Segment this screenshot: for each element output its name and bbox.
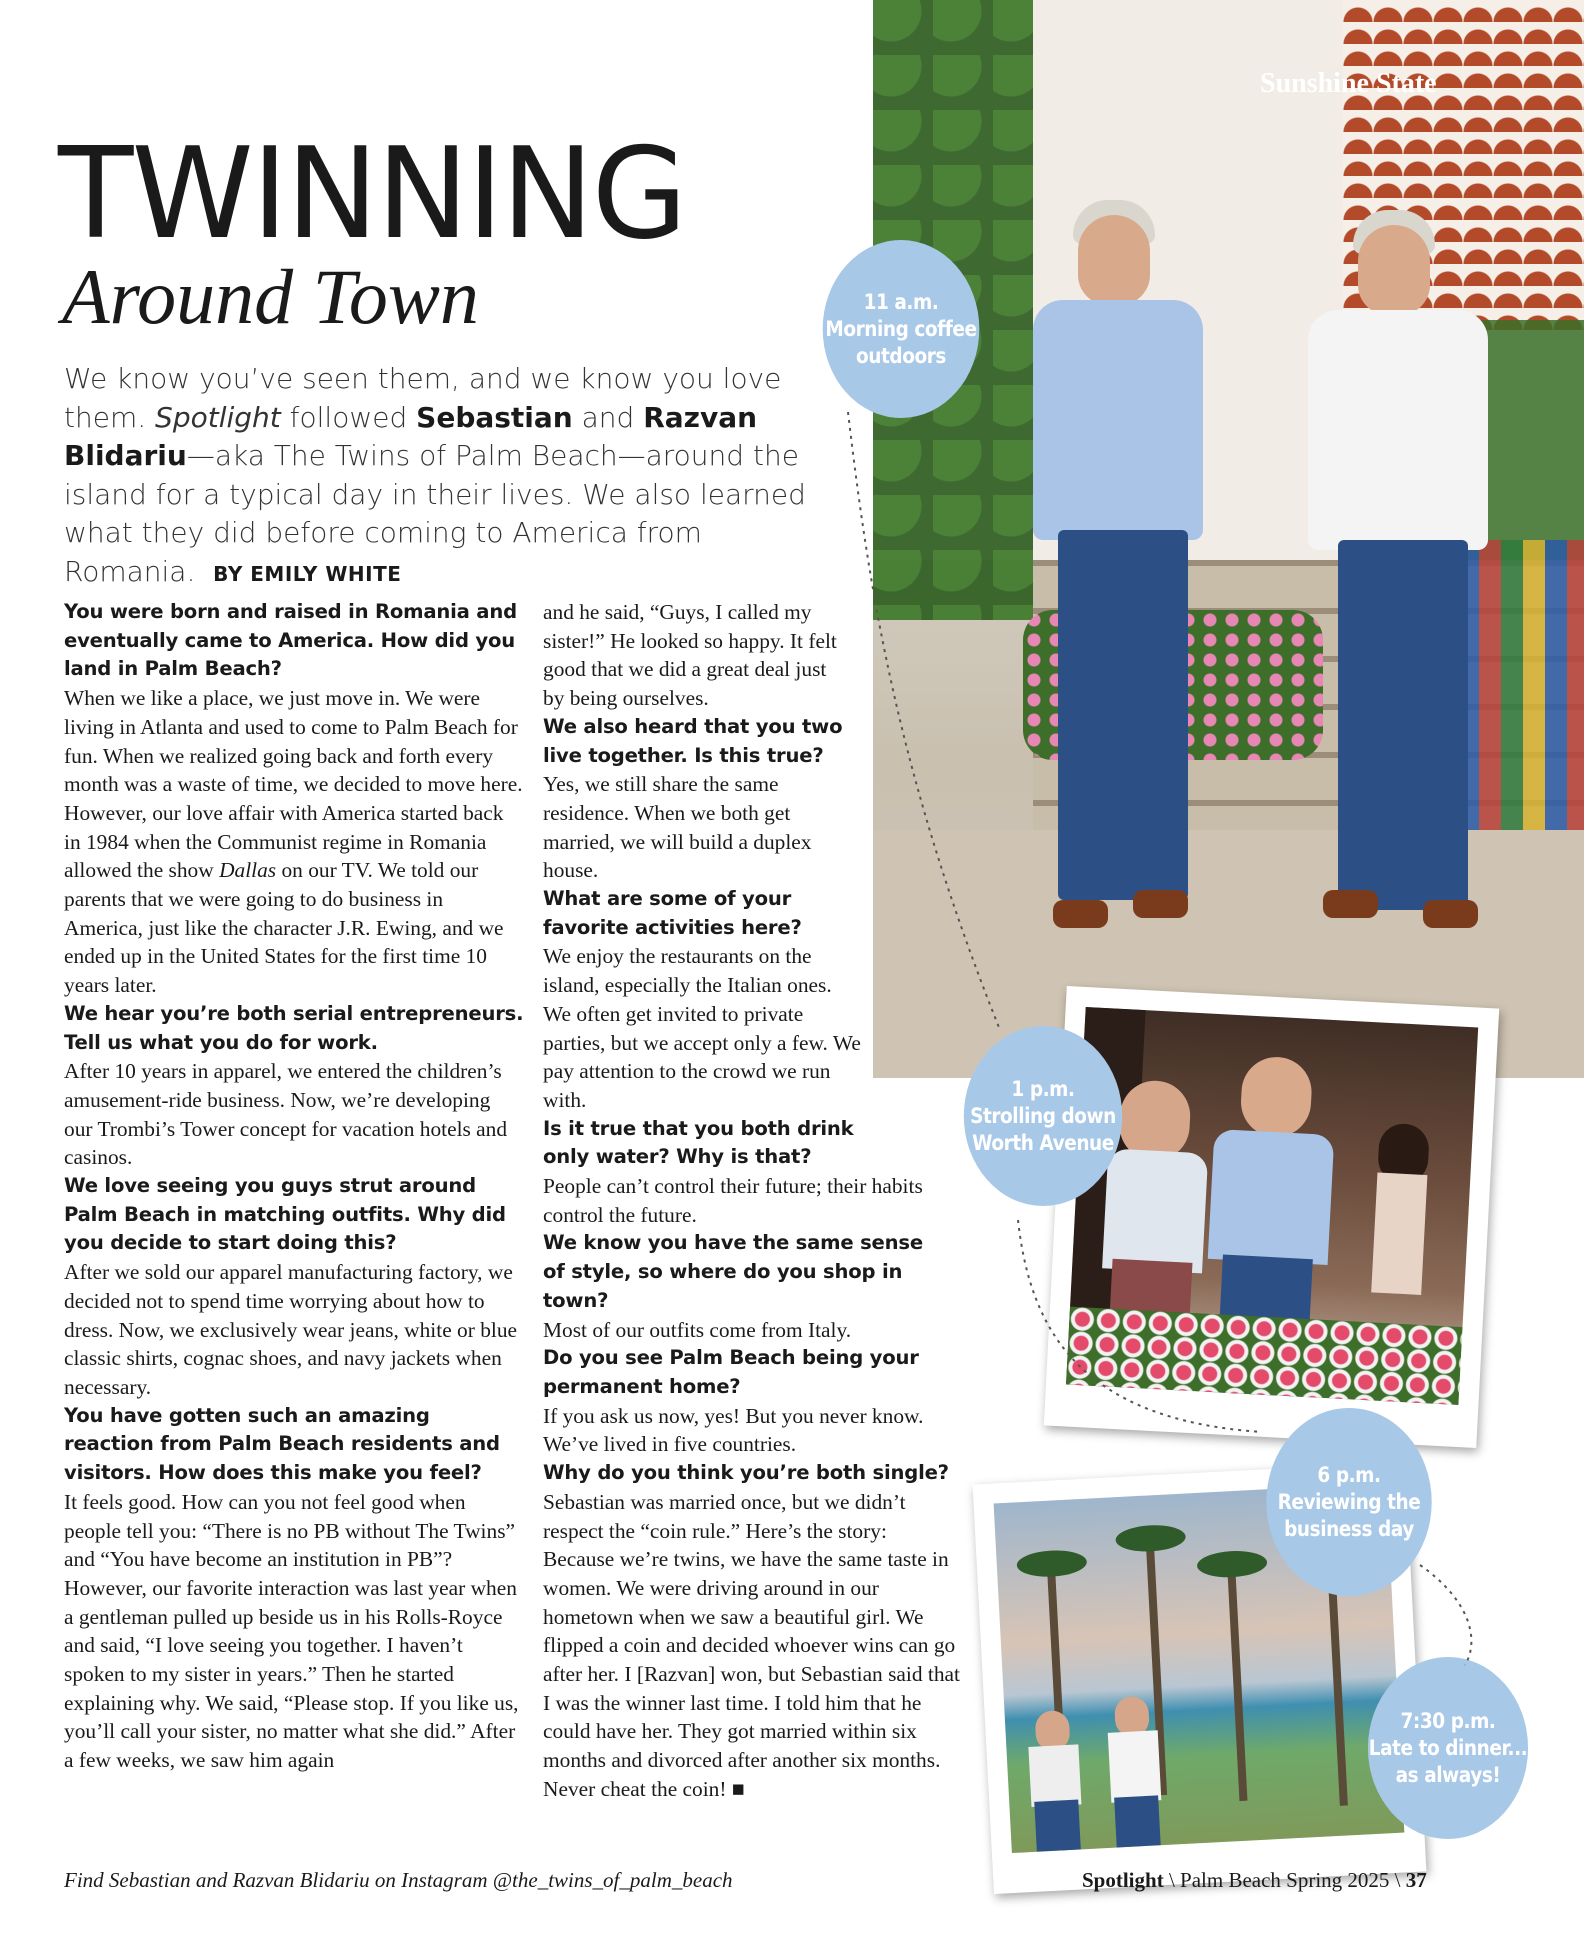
question: Why do you think you’re both single? — [543, 1461, 949, 1485]
question: What are some of your favorite activities here? — [543, 887, 802, 939]
dek-text: We know you’ve seen them, and we know you love them. — [64, 362, 782, 434]
question: You have gotten such an amazing reaction from Palm Beach residents and visitors. How does this make you feel? — [64, 1403, 500, 1485]
answer: After 10 years in apparel, we entered the children’s amusement-ride business. Now, we’re developing our Trombi’s Tower concept for vacation hotels and casinos. — [64, 1059, 508, 1170]
subheadline: Around Town — [62, 253, 479, 340]
dek-name: Razvan Blidariu — [64, 400, 758, 472]
question: We love seeing you guys strut around Palm Beach in matching outfits. Why did you decide to start doing this? — [64, 1174, 506, 1255]
byline: BY EMILY WHITE — [213, 561, 402, 586]
folio — [1082, 1868, 1427, 1893]
question: We know you have the same sense of style, so where do you shop in town? — [543, 1231, 923, 1312]
answer: People can’t control their future; their habits control the future. — [543, 1174, 923, 1227]
question: We hear you’re both serial entrepreneurs. Tell us what you do for work. — [64, 1001, 524, 1054]
answer: We enjoy the restaurants on the island, especially the Italian ones. We often get invited to private parties, but we accept only a few. We pay attention to the crowd we run with. — [543, 944, 861, 1112]
question: You were born and raised in Romania and eventually came to America. How did you land in Palm Beach? — [64, 600, 517, 681]
question: We also heard that you two live together. Is this true? — [543, 714, 843, 767]
answer: When we like a place, we just move in. We were living in Atlanta and used to come to Palm Beach for fun. When we realized going back and forth every month was a waste of time, we decided to move here. However, our love affair with America started back in 1984 when the Communist regime in Romania allowed the show Dallas on our TV. We told our parents that we were going to do business in America, just like the character J.R. Ewing, and we ended up in the United States for the first time 10 years later. — [64, 686, 523, 998]
answer: Sebastian was married once, but we didn’t respect the “coin rule.” Here’s the story: Because we’re twins, we have the same taste in women. We were driving around in our hometown when we saw a beautiful girl. We flipped a coin and decided whoever wins can go after her. I [Razvan] won, but Sebastian said that I was the winner last time. I told him that he could have her. They got married within six months and divorced after another six months. Never cheat the coin! ■ — [543, 1489, 960, 1801]
question: Do you see Palm Beach being your permanent home? — [543, 1346, 919, 1398]
answer: and he said, “Guys, I called my sister!” He looked so happy. It felt good that we did a great deal just by being ourselves. — [543, 600, 837, 711]
timeline-bubble: 1 p.m. Strolling down Worth Avenue — [964, 1026, 1122, 1206]
answer: Yes, we still share the same residence. When we both get married, we will build a duplex house. — [543, 772, 812, 883]
dek-name: Sebastian — [416, 400, 573, 434]
timeline-bubble: 7:30 p.m. Late to dinner... as always! — [1368, 1657, 1528, 1839]
dek-pub: Spotlight — [155, 400, 281, 434]
dek-text: followed — [280, 400, 417, 434]
page-number: 37 — [1405, 1868, 1427, 1892]
answer: If you ask us now, yes! But you never know. We’ve lived in five countries. — [543, 1403, 924, 1457]
answer: After we sold our apparel manufacturing factory, we decided not to spend time worrying about how to dress. Now, we exclusively wear jeans, white or blue classic shirts, cognac shoes, and navy jackets when necessary. — [64, 1260, 518, 1399]
answer: Most of our outfits come from Italy. — [543, 1317, 852, 1342]
dek-text: and — [572, 400, 644, 434]
timeline-bubble: 6 p.m. Reviewing the business day — [1266, 1408, 1431, 1596]
headline: TWINNING — [58, 120, 686, 267]
folio-issue: \ Palm Beach Spring 2025 \ — [1163, 1868, 1406, 1892]
dek-text: —aka The Twins of Palm Beach—around the island for a typical day in their lives. We also learned what they did before coming to America from Romania. — [64, 439, 806, 588]
timeline-bubble: 11 a.m. Morning coffee outdoors — [823, 240, 980, 418]
footer-note: Find Sebastian and Razvan Blidariu on Instagram @the_twins_of_palm_beach — [64, 1868, 733, 1892]
answer: It feels good. How can you not feel good when people tell you: “There is no PB without The Twins” and “You have become an institution in PB”? However, our favorite interaction was last year when a gentleman pulled up beside us in his Rolls-Royce and said, “I love seeing you together. I haven’t spoken to my sister in years.” Then he started explaining why. We said, “Please stop. If you like us, you’ll call your sister, no matter what she did.” After a few weeks, we saw him again — [64, 1489, 519, 1773]
folio-pub: Spotlight — [1082, 1868, 1164, 1892]
section-label: Sunshine State — [1260, 68, 1437, 99]
question: Is it true that you both drink only water? Why is that? — [543, 1116, 854, 1169]
